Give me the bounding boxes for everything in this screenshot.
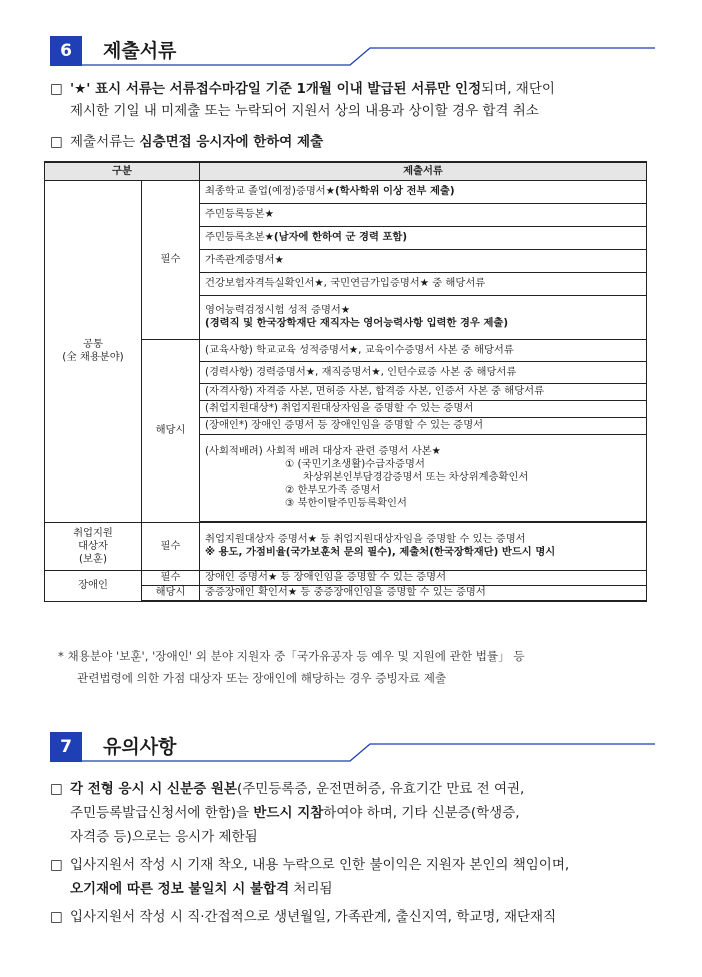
footnote-line-1: * 채용분야 '보훈', '장애인' 외 분야 지원자 중「국가유공자 등 예우 및 지원에 관한 법률」 등	[58, 649, 525, 663]
table-row: (자격사항) 자격증 사본, 면허증 사본, 합격증 사본, 인증서 사본 중 해당서류	[200, 383, 647, 400]
table-row: (장애인*) 장애인 증명서 등 장애인임을 증명할 수 있는 증명서	[200, 417, 647, 434]
disabled-applicable-label: 해당시	[142, 585, 200, 601]
group-veteran: 취업지원 대상자 (보훈)	[45, 522, 142, 570]
table-row-social: (사회적배려) 사회적 배려 대상자 관련 증명서 사본★ ① (국민기초생활)수급자증명서 차상위본인부담경감증명서 또는 차상위계층확인서 ② 한부모가족 증명서 ③ 북한이탈주민등록확인서	[200, 434, 647, 521]
table-row: (교육사항) 학교교육 성적증명서★, 교육이수증명서 사본 중 해당서류	[200, 339, 647, 361]
table-row-veteran: 취업지원대상자 증명서★ 등 취업지원대상자임을 증명할 수 있는 증명서 ※ 용도, 가점비율(국가보훈처 문의 필수), 제출처(한국장학재단) 반드시 명시	[200, 522, 647, 570]
table-row: (취업지원대상*) 취업지원대상자임을 증명할 수 있는 증명서	[200, 400, 647, 417]
veteran-required-label: 필수	[142, 522, 200, 570]
section-7-number: 7	[50, 732, 82, 762]
checkbox-icon: □	[50, 909, 63, 925]
checkbox-icon: □	[50, 857, 63, 873]
section-7-header	[50, 732, 655, 762]
table-row: 중증장애인 확인서★ 등 중증장애인임을 증명할 수 있는 증명서	[200, 585, 647, 601]
table-row: 주민등록등본★	[200, 203, 647, 226]
table-row: 주민등록초본★(남자에 한하여 군 경력 포함)	[200, 226, 647, 249]
bullet-2-text: 제출서류는	[70, 134, 140, 150]
table-row: (경력사항) 경력증명서★, 재직증명서★, 인턴수료증 사본 중 해당서류	[200, 361, 647, 383]
bullet-1-line-2: 제시한 기일 내 미제출 또는 누락되어 지원서 상의 내용과 상이할 경우 합격 취소	[70, 103, 539, 119]
checkbox-icon: □	[50, 781, 63, 797]
bullet-2-bold: 심층면접 응시자에 한하여 제출	[139, 134, 324, 150]
section-7-bullet-3: □ 입사지원서 작성 시 직·간접적으로 생년월일, 가족관계, 출신지역, 학교명, 재단재직	[50, 905, 662, 929]
section-6-bullet-2	[50, 131, 662, 153]
table-row: 최종학교 졸업(예정)증명서★(학사학위 이상 전부 제출)	[200, 180, 647, 203]
section-6-bullet-1	[50, 78, 662, 122]
checkbox-icon: □	[50, 134, 63, 150]
section-7-title: 유의사항	[103, 736, 177, 758]
header-group: 구분	[45, 162, 200, 180]
footnote	[58, 645, 658, 689]
group-common: 공통 (全 채용분야)	[45, 180, 142, 522]
header-docs: 제출서류	[200, 162, 647, 180]
footnote-line-2: 관련법령에 의한 가점 대상자 또는 장애인에 해당하는 경우 증빙자료 제출	[77, 671, 447, 685]
disabled-required-label: 필수	[142, 570, 200, 585]
documents-table	[44, 161, 647, 602]
table-row-english: 영어능력검정시험 성적 증명서★ (경력직 및 한국장학재단 재직자는 영어능력사항 입력한 경우 제출)	[200, 295, 647, 339]
table-row: 장애인 증명서★ 등 장애인임을 증명할 수 있는 증명서	[200, 570, 647, 585]
required-label: 필수	[142, 180, 200, 339]
section-6-number: 6	[50, 36, 82, 66]
table-row: 가족관계증명서★	[200, 249, 647, 272]
section-6-header	[50, 36, 655, 66]
group-disabled: 장애인	[45, 570, 142, 601]
table-row: 건강보험자격득실확인서★, 국민연금가입증명서★ 중 해당서류	[200, 272, 647, 295]
section-7-bullet-2: □ 입사지원서 작성 시 기재 착오, 내용 누락으로 인한 불이익은 지원자 본인의 책임이며, 오기재에 따른 정보 불일치 시 불합격 처리됨	[50, 853, 662, 901]
bullet-1-text: 되며, 재단이	[481, 81, 555, 97]
checkbox-icon: □	[50, 81, 63, 97]
section-7-bullet-1: □ 각 전형 응시 시 신분증 원본(주민등록증, 운전면허증, 유효기간 만료 전 여권, 주민등록발급신청서에 한함)을 반드시 지참하여야 하며, 기타 신분증(학생증, 자격증 등)으로는 응시가 제한됨	[50, 777, 662, 849]
applicable-label: 해당시	[142, 339, 200, 522]
section-6-title: 제출서류	[103, 40, 177, 62]
bullet-1-bold: '★' 표시 서류는 서류접수마감일 기준 1개월 이내 발급된 서류만 인정	[70, 81, 482, 97]
